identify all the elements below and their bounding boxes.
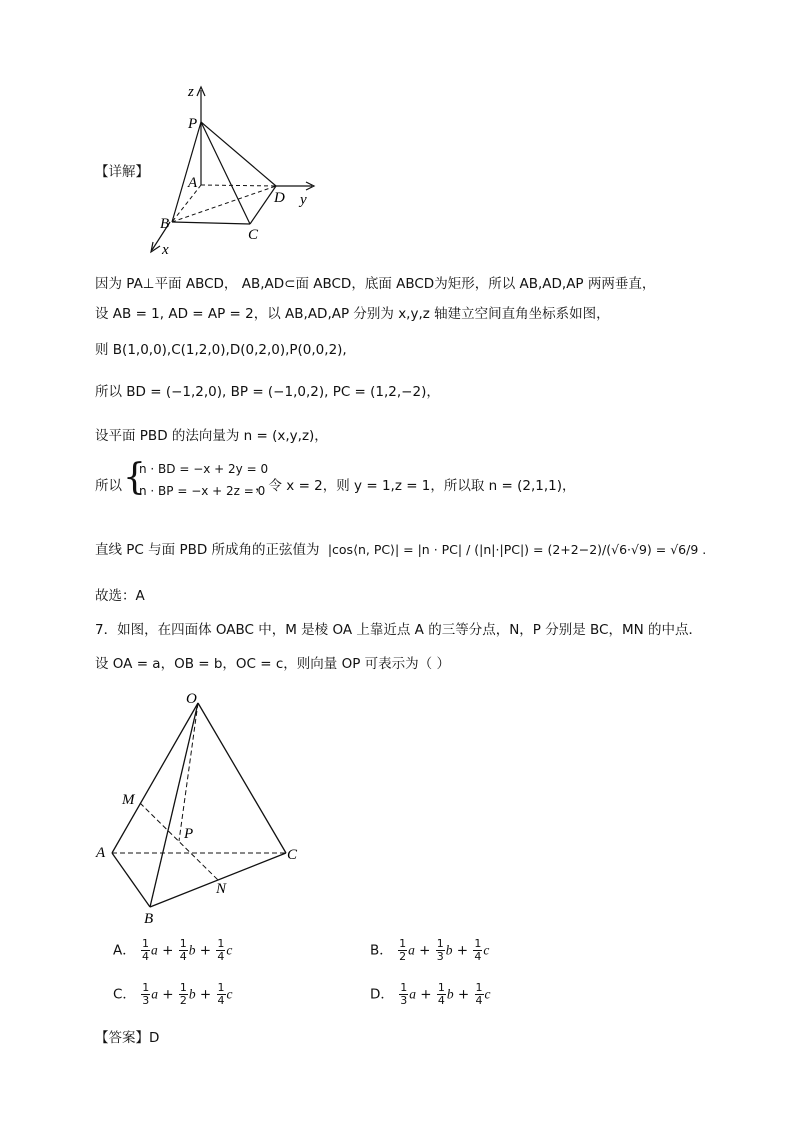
question-7-stem: 7．如图，在四面体 OABC 中，M 是棱 OA 上靠近点 A 的三等分点，N，P 分别是 BC，MN 的中点．: [95, 622, 703, 638]
line7-prefix: 直线 PC 与面 PBD 所成角的正弦值为: [95, 542, 320, 558]
sine-formula: |cos⟨n, PC⟩| = |n · PC| / (|n|·|PC|) = (2+2−2)/(√6·√9) = √6/9 .: [327, 542, 707, 557]
detail-label: 【详解】: [95, 164, 149, 180]
answer-line: 【答案】D: [95, 1030, 160, 1046]
pyramid-coordinate-figure: [140, 82, 330, 262]
point-C2-label: C: [287, 847, 298, 863]
solution-line-2: 设 AB = 1, AD = AP = 2，以 AB,AD,AP 分别为 x,y,z 轴建立空间直角坐标系如图，: [95, 306, 610, 322]
option-c-key: C．: [113, 986, 136, 1003]
point-P-label: P: [188, 116, 198, 132]
option-b-key: B．: [370, 942, 393, 959]
option-d-key: D．: [370, 986, 394, 1003]
point-D-label: D: [274, 190, 285, 206]
tetrahedron-figure: [90, 685, 320, 925]
solution-line-3: 则 B(1,0,0),C(1,2,0),D(0,2,0),P(0,0,2),: [95, 342, 347, 358]
conclusion-text: 故选：A: [95, 588, 145, 604]
line6-suffix: ，令 x = 2，则 y = 1,z = 1，所以取 n = (2,1,1)，: [255, 478, 576, 494]
axis-x-label: x: [162, 242, 169, 258]
point-B-label: B: [160, 216, 170, 232]
question-7-line-2: 设 OA = a，OB = b，OC = c，则向量 OP 可表示为（ ）: [95, 656, 450, 672]
point-A2-label: A: [96, 845, 106, 861]
axis-y-label: y: [300, 192, 307, 208]
option-b[interactable]: B． $\frac{1}{2}$ a + $\frac{1}{3}$ b + $\frac{1}{4}$ c: [370, 937, 490, 963]
point-B2-label: B: [144, 911, 154, 925]
solution-line-7: [95, 538, 706, 558]
point-N-label: N: [216, 881, 227, 897]
point-O-label: O: [186, 691, 197, 707]
option-d[interactable]: D． $\frac{1}{3}$ a + $\frac{1}{4}$ b + $\frac{1}{4}$ c: [370, 981, 491, 1007]
point-P2-label: P: [184, 826, 194, 842]
normal-eq-2: n · BP = −x + 2z = 0: [139, 484, 266, 498]
option-a[interactable]: A． $\frac{1}{4}$ a + $\frac{1}{4}$ b + $\frac{1}{4}$ c: [113, 937, 233, 963]
axis-z-label: z: [188, 84, 194, 100]
option-c[interactable]: C． $\frac{1}{3}$ a + $\frac{1}{2}$ b + $\frac{1}{4}$ c: [113, 981, 233, 1007]
solution-line-1: 因为 PA⊥平面 ABCD， AB,AD⊂面 ABCD，底面 ABCD为矩形，所以 AB,AD,AP 两两垂直，: [95, 276, 656, 292]
solution-line-4: 所以 BD = (−1,2,0), BP = (−1,0,2), PC = (1,2,−2)，: [95, 384, 440, 400]
point-M-label: M: [122, 792, 135, 808]
point-A-label: A: [188, 175, 198, 191]
line6-prefix: 所以: [95, 478, 122, 494]
solution-line-5: 设平面 PBD 的法向量为 n = (x,y,z)，: [95, 428, 328, 444]
point-C-label: C: [248, 227, 259, 243]
equation-brace: {: [123, 457, 146, 498]
option-a-key: A．: [113, 942, 136, 959]
normal-eq-1: n · BD = −x + 2y = 0: [139, 462, 269, 476]
